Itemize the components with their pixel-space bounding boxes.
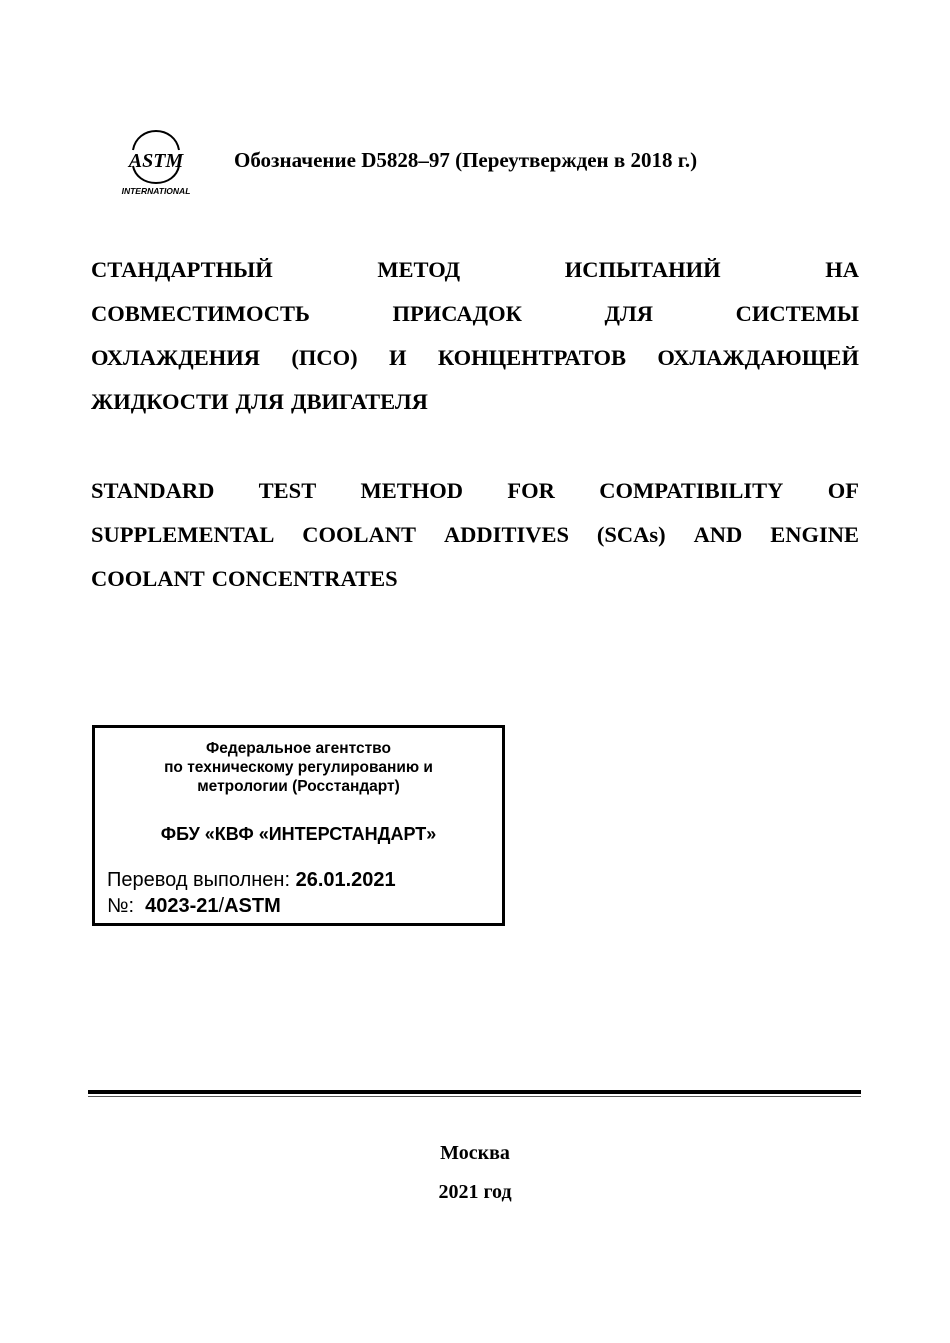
footer-divider-thin	[88, 1096, 861, 1097]
title-word: ДВИГАТЕЛЯ	[291, 389, 428, 414]
title-word: COOLANT	[302, 522, 417, 547]
stamp-translated-label: Перевод выполнен:	[107, 869, 296, 891]
title-word: ДЛЯ	[235, 389, 285, 414]
title-word: И	[389, 345, 407, 370]
title-ru-line	[91, 380, 859, 424]
stamp-organization: ФБУ «КВФ «ИНТЕРСТАНДАРТ»	[160, 824, 437, 844]
title-word: ПРИСАДОК	[392, 301, 522, 326]
title-word: (ПСО)	[291, 345, 358, 370]
stamp-agency-line: Федеральное агентство	[206, 740, 391, 757]
title-word: COOLANT	[91, 566, 205, 591]
stamp-number	[107, 895, 281, 918]
title-word: METHOD	[360, 478, 464, 503]
title-word: ДЛЯ	[604, 301, 654, 326]
title-word: ИСПЫТАНИЙ	[564, 257, 721, 282]
title-word: AND	[693, 522, 743, 547]
title-ru-line	[91, 336, 859, 380]
astm-logo-letters: ASTM	[128, 150, 184, 172]
stamp-number-suffix: ASTM	[224, 895, 281, 917]
title-word: CONCENTRATES	[211, 566, 398, 591]
title-word: СОВМЕСТИМОСТЬ	[91, 301, 310, 326]
title-russian	[91, 248, 859, 424]
astm-logo-subtitle: INTERNATIONAL	[121, 186, 191, 196]
title-word: СИСТЕМЫ	[735, 301, 859, 326]
stamp-agency	[95, 739, 502, 796]
title-word: ОХЛАЖДАЮЩЕЙ	[657, 345, 859, 370]
footer-city: Москва	[440, 1142, 510, 1164]
stamp-translated	[107, 869, 396, 892]
title-en-line	[91, 469, 859, 513]
title-word: ADDITIVES	[443, 522, 569, 547]
stamp-number-value: 4023-21	[145, 895, 219, 917]
title-word: НА	[825, 257, 859, 282]
title-word: (SCAs)	[596, 522, 666, 547]
title-word: ENGINE	[770, 522, 859, 547]
translation-stamp	[92, 725, 505, 926]
title-word: СТАНДАРТНЫЙ	[91, 257, 273, 282]
footer-year: 2021 год	[438, 1181, 512, 1203]
title-word: OF	[827, 478, 859, 503]
title-word: TEST	[258, 478, 317, 503]
stamp-translated-date: 26.01.2021	[295, 869, 396, 891]
title-word: COMPATIBILITY	[599, 478, 784, 503]
footer-divider	[88, 1090, 861, 1094]
designation-heading: Обозначение D5828–97 (Переутвержден в 2018 г.)	[234, 148, 698, 172]
title-word: FOR	[507, 478, 555, 503]
title-ru-line	[91, 248, 859, 292]
title-en-line	[91, 557, 859, 601]
title-word: ЖИДКОСТИ	[91, 389, 229, 414]
title-english	[91, 469, 859, 601]
title-word: SUPPLEMENTAL	[91, 522, 275, 547]
title-en-line	[91, 513, 859, 557]
title-ru-line	[91, 292, 859, 336]
title-word: МЕТОД	[377, 257, 461, 282]
title-word: STANDARD	[91, 478, 215, 503]
stamp-number-label: №:	[107, 895, 146, 917]
title-word: ОХЛАЖДЕНИЯ	[91, 345, 260, 370]
stamp-agency-line: метрологии (Росстандарт)	[197, 778, 400, 795]
stamp-agency-line: по техническому регулированию и	[164, 759, 433, 776]
title-word: КОНЦЕНТРАТОВ	[437, 345, 627, 370]
astm-logo	[115, 128, 197, 198]
stamp-number-slash: /	[218, 895, 225, 917]
